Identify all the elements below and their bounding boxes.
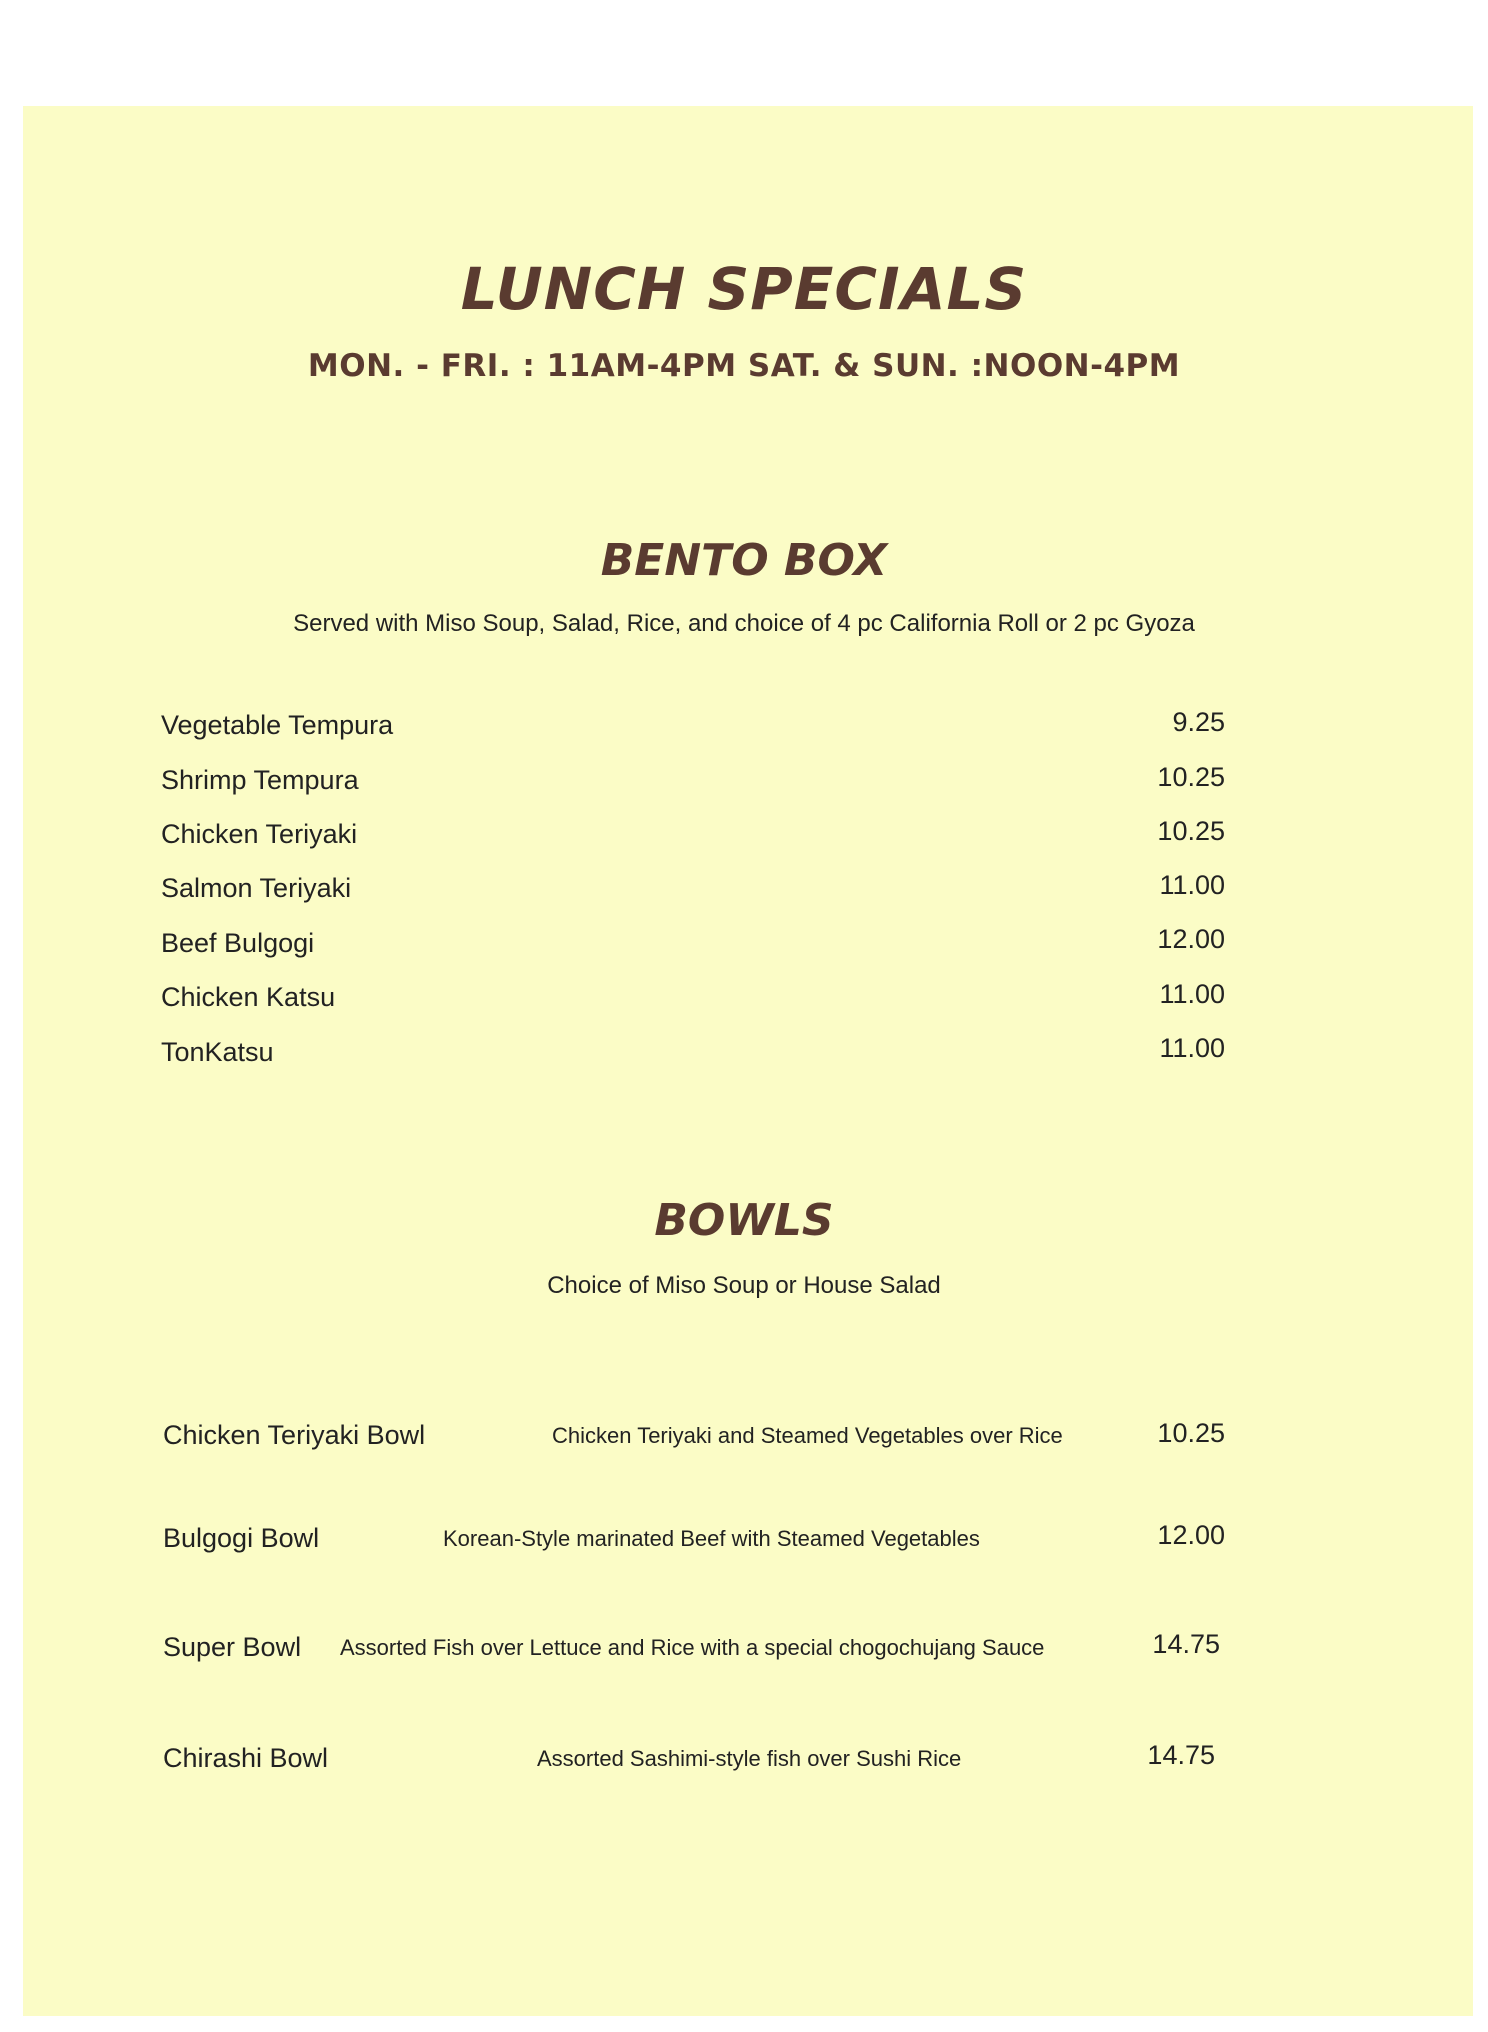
hours-line: MON. - FRI. : 11AM-4PM SAT. & SUN. :NOON-4PM [307,348,1181,384]
bento-item-price: 10.25 [1157,816,1225,846]
bento-item-name: Chicken Katsu [161,982,336,1012]
bowl-item-name: Super Bowl [163,1632,302,1662]
bento-item-price: 11.00 [1159,870,1225,900]
menu-title: LUNCH SPECIALS [460,255,1028,323]
bowl-item-name: Chicken Teriyaki Bowl [163,1420,426,1450]
bento-subtitle: Served with Miso Soup, Salad, Rice, and choice of 4 pc California Roll or 2 pc Gyoza [293,610,1195,637]
bento-section-title: BENTO BOX [600,535,888,586]
bento-item-name: Vegetable Tempura [161,710,394,740]
bento-item-price: 11.00 [1159,1033,1225,1063]
bento-item-name: Beef Bulgogi [161,928,315,958]
bento-item-price: 10.25 [1157,762,1225,792]
bowl-item-description: Korean-Style marinated Beef with Steamed Vegetables [443,1526,980,1551]
bento-item-name: Salmon Teriyaki [161,873,352,903]
bowl-item-name: Chirashi Bowl [163,1743,329,1773]
bowl-item-description: Assorted Fish over Lettuce and Rice with a special chogochujang Sauce [340,1635,1045,1660]
bento-item-price: 11.00 [1159,979,1225,1009]
bowls-subtitle: Choice of Miso Soup or House Salad [547,1272,941,1299]
bowl-item-name: Bulgogi Bowl [163,1523,320,1553]
bowls-section-title: BOWLS [654,1195,834,1246]
bowl-item-price: 10.25 [1157,1418,1225,1448]
bento-item-name: Chicken Teriyaki [161,819,358,849]
bowl-item-description: Chicken Teriyaki and Steamed Vegetables over Rice [552,1423,1063,1448]
bowl-item-price: 14.75 [1147,1740,1215,1770]
bowl-item-price: 12.00 [1157,1520,1225,1550]
bento-item-name: Shrimp Tempura [161,765,359,795]
bento-item-name: TonKatsu [161,1037,274,1067]
bowl-item-description: Assorted Sashimi-style fish over Sushi Rice [537,1746,962,1771]
bowl-item-price: 14.75 [1152,1629,1220,1659]
bento-item-price: 12.00 [1157,924,1225,954]
bento-item-price: 9.25 [1172,707,1225,737]
